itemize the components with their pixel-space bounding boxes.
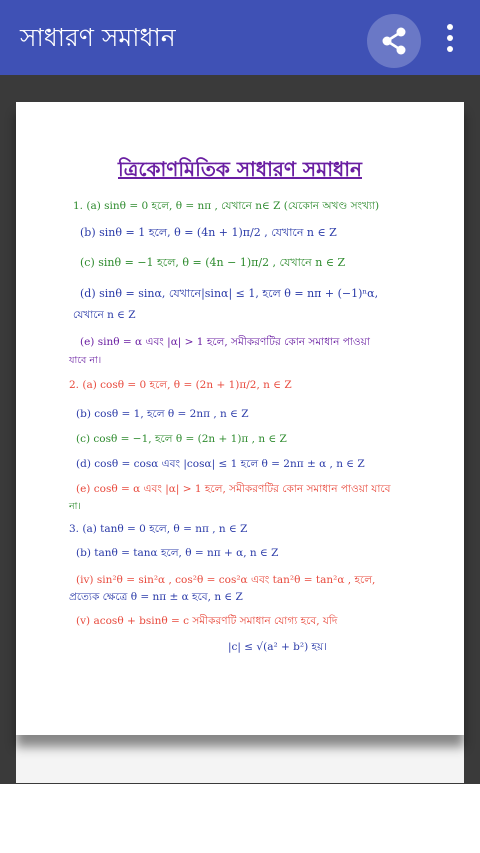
formula-line: (d) sinθ = sinα, যেখানে|sinα| ≤ 1, হলে θ = nπ + (−1)ⁿα, (80, 287, 379, 300)
formula-line: (e) cosθ = α এবং |α| > 1 হলে, সমীকরণটির কোন সমাধান পাওয়া যাবে (76, 483, 391, 495)
document-title: ত্রিকোণমিতিক সাধারণ সমাধান (118, 157, 362, 181)
formula-line: 1. (a) sinθ = 0 হলে, θ = nπ , যেখানে n∈ Z (যেকোন অখণ্ড সংখ্যা) (73, 200, 380, 212)
formula-line: (c) sinθ = −1 হলে, θ = (4n − 1)π/2 , যেখানে n ∈ Z (80, 256, 346, 269)
formula-line: (e) sinθ = α এবং |α| > 1 হলে, সমীকরণটির কোন সমাধান পাওয়া (80, 336, 370, 348)
formula-line: 2. (a) cosθ = 0 হলে, θ = (2n + 1)π/2, n ∈ Z (69, 379, 292, 391)
formula-line: প্রত্যেক ক্ষেত্রে θ = nπ ± α হবে, n ∈ Z (69, 591, 243, 603)
formula-line: 3. (a) tanθ = 0 হলে, θ = nπ , n ∈ Z (69, 523, 248, 535)
formula-line: (b) tanθ = tanα হলে, θ = nπ + α, n ∈ Z (76, 547, 279, 559)
formula-line: (c) cosθ = −1, হলে θ = (2n + 1)π , n ∈ Z (76, 433, 287, 445)
bottom-blank-area (0, 784, 480, 853)
app-bar (0, 0, 480, 75)
formula-line: যেখানে n ∈ Z (73, 309, 136, 321)
app-title: সাধারণ সমাধান (20, 23, 176, 52)
formula-line: (iv) sin²θ = sin²α , cos²θ = cos²α এবং tan²θ = tan²α , হলে, (76, 574, 376, 586)
formula-line: যাবে না। (69, 355, 102, 366)
formula-line: না। (69, 501, 81, 512)
formula-line: (b) sinθ = 1 হলে, θ = (4n + 1)π/2 , যেখানে n ∈ Z (80, 226, 337, 239)
more-options-button[interactable] (436, 20, 464, 56)
share-icon (379, 26, 409, 56)
formula-line: (b) cosθ = 1, হলে θ = 2nπ , n ∈ Z (76, 408, 249, 420)
share-button[interactable] (367, 14, 421, 68)
formula-line: |c| ≤ √(a² + b²) হয়। (228, 641, 327, 653)
formula-line: (d) cosθ = cosα এবং |cosα| ≤ 1 হলে θ = 2nπ ± α , n ∈ Z (76, 458, 365, 470)
image-viewer[interactable] (0, 75, 480, 784)
more-vert-icon (447, 24, 453, 30)
document-image (16, 102, 464, 735)
formula-line: (v) acosθ + bsinθ = c সমীকরণটি সমাধান যোগ্য হবে, যদি (76, 615, 338, 627)
